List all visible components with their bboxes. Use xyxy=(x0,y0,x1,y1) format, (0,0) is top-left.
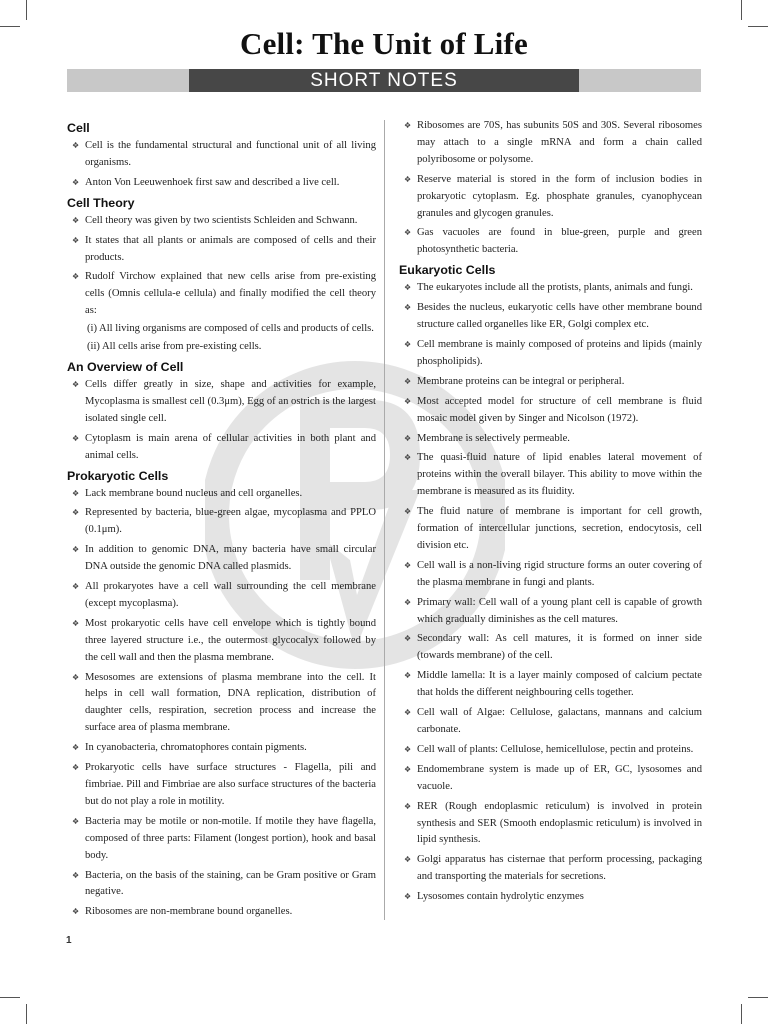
section-heading-overview: An Overview of Cell xyxy=(67,359,184,374)
list-item: ❖ Ribosomes are non-membrane bound organelles. xyxy=(67,904,376,921)
list-item: ❖ In addition to genomic DNA, many bacteria have small circular DNA outside the genomic DNA called plasmids. xyxy=(72,544,376,573)
diamond-bullet-icon: ❖ xyxy=(72,618,80,628)
prokaryotic-list xyxy=(67,486,376,922)
list-item: ❖ Endomembrane system is made up of ER, GC, lysosomes and vacuole. xyxy=(404,763,702,792)
diamond-bullet-icon: ❖ xyxy=(72,816,80,826)
list-item: ❖ Ribosomes are 70S, has subunits 50S and 30S. Several ribosomes may attach to a single mRNA and form a chain called polyribosome or polysome. xyxy=(404,120,702,165)
crop-mark xyxy=(741,1004,742,1024)
diamond-bullet-icon: ❖ xyxy=(404,560,412,570)
cell-theory-list xyxy=(67,213,376,356)
list-item: ❖ Bacteria, on the basis of the staining, can be Gram positive or Gram negative. xyxy=(72,869,376,898)
diamond-bullet-icon: ❖ xyxy=(404,228,412,238)
list-item: ❖ Most accepted model for structure of cell membrane is fluid mosaic model given by Singer and Nicolson (1972). xyxy=(404,395,702,424)
list-item: ❖ Cell is the fundamental structural and functional unit of all living organisms. xyxy=(72,140,376,168)
diamond-bullet-icon: ❖ xyxy=(72,907,80,917)
section-heading-cell-theory: Cell Theory xyxy=(67,195,135,210)
list-item: ❖ In cyanobacteria, chromatophores contain pigments. xyxy=(67,740,376,757)
diamond-bullet-icon: ❖ xyxy=(404,764,412,774)
diamond-bullet-icon: ❖ xyxy=(72,272,80,282)
eukaryotic-list xyxy=(399,280,702,906)
list-item: ❖ Cell theory was given by two scientists Schleiden and Schwann. xyxy=(67,213,376,230)
list-item: ❖ Membrane is selectively permeable. xyxy=(399,431,702,448)
diamond-bullet-icon: ❖ xyxy=(404,634,412,644)
diamond-bullet-icon: ❖ xyxy=(72,870,80,880)
diamond-bullet-icon: ❖ xyxy=(404,708,412,718)
diamond-bullet-icon: ❖ xyxy=(72,215,80,225)
list-item: ❖ Most prokaryotic cells have cell envelope which is tightly bound three layered structure i.e., the outermost glycocalyx followed by the cell wall and then the plasma membrane. xyxy=(72,617,376,663)
list-item: ❖ Besides the nucleus, eukaryotic cells have other membrane bound structure called organelles like ER, Golgi complex etc. xyxy=(404,302,702,331)
list-item: ❖ Golgi apparatus has cisternae that perform processing, packaging and transporting the materials for secretions. xyxy=(404,854,702,883)
list-item: ❖ Cells differ greatly in size, shape and activities for example, Mycoplasma is smallest cell (0.3μm), Egg of an ostrich is the largest isolated single cell. xyxy=(72,378,376,424)
list-item: ❖ Middle lamella: It is a layer mainly composed of calcium pectate that holds the different neighbouring cells together. xyxy=(404,670,702,699)
list-item: ❖ Primary wall: Cell wall of a young plant cell is capable of growth which gradually diminishes as the cell matures. xyxy=(404,596,702,625)
list-item: ❖ Reserve material is stored in the form of inclusion bodies in prokaryotic cytoplasm. Eg. phosphate granules, cyanophycean granules and glycogen granules. xyxy=(404,173,702,219)
sub-item: (i) All living organisms are composed of cells and products of cells. xyxy=(87,323,374,335)
list-item: ❖ The fluid nature of membrane is important for cell growth, formation of intercellular junctions, secretion, endocytosis, cell division etc. xyxy=(404,506,702,551)
diamond-bullet-icon: ❖ xyxy=(404,339,412,349)
diamond-bullet-icon: ❖ xyxy=(404,671,412,681)
list-item: ❖ Anton Von Leeuwenhoek first saw and described a live cell. xyxy=(67,175,376,192)
left-column xyxy=(67,118,376,924)
short-notes-banner xyxy=(67,69,701,92)
crop-mark xyxy=(0,997,20,998)
list-item: ❖ Cell wall is a non-living rigid structure forms an outer covering of the plasma membrane in fungi and plants. xyxy=(404,559,702,588)
diamond-bullet-icon: ❖ xyxy=(404,744,412,754)
diamond-bullet-icon: ❖ xyxy=(404,453,412,463)
list-item: ❖ Cytoplasm is main arena of cellular activities in both plant and animal cells. xyxy=(72,432,376,461)
list-item: ❖ It states that all plants or animals are composed of cells and their products. xyxy=(72,234,376,263)
list-item: ❖ Lack membrane bound nucleus and cell organelles. xyxy=(67,486,376,503)
diamond-bullet-icon: ❖ xyxy=(72,141,80,150)
diamond-bullet-icon: ❖ xyxy=(404,597,412,607)
list-item: ❖ Cell wall of Algae: Cellulose, galactans, mannans and calcium carbonate. xyxy=(404,707,702,735)
page-number: 1 xyxy=(66,935,72,946)
page-title: Cell: The Unit of Life xyxy=(240,26,528,61)
crop-mark xyxy=(748,997,768,998)
list-item: ❖ All prokaryotes have a cell wall surrounding the cell membrane (except mycoplasma). xyxy=(72,581,376,609)
list-item: ❖ Mesosomes are extensions of plasma membrane into the cell. It helps in cell wall formation, DNA replication, distribution of daughter cells, respiration, secretion process and increase the surface area of plasma membrane. xyxy=(72,671,376,734)
list-item: ❖ Cell wall of plants: Cellulose, hemicellulose, pectin and proteins. xyxy=(399,742,702,759)
diamond-bullet-icon: ❖ xyxy=(72,488,80,498)
list-item: ❖ The quasi-fluid nature of lipid enables lateral movement of proteins within the overall bilayer. This ability to move within the membrane is measured as its fluidity. xyxy=(404,452,702,498)
diamond-bullet-icon: ❖ xyxy=(72,235,80,245)
diamond-bullet-icon: ❖ xyxy=(72,672,80,682)
diamond-bullet-icon: ❖ xyxy=(72,177,80,187)
crop-mark xyxy=(26,0,27,20)
diamond-bullet-icon: ❖ xyxy=(72,433,80,443)
column-divider xyxy=(384,120,385,920)
diamond-bullet-icon: ❖ xyxy=(72,508,80,518)
diamond-bullet-icon: ❖ xyxy=(404,801,412,811)
diamond-bullet-icon: ❖ xyxy=(404,433,412,443)
diamond-bullet-icon: ❖ xyxy=(72,379,80,389)
crop-mark xyxy=(26,1004,27,1024)
diamond-bullet-icon: ❖ xyxy=(404,376,412,386)
diamond-bullet-icon: ❖ xyxy=(404,855,412,865)
overview-list xyxy=(67,377,376,465)
list-item: ❖ The eukaryotes include all the protists, plants, animals and fungi. xyxy=(399,280,702,297)
banner-label: SHORT NOTES xyxy=(310,70,458,91)
list-item: ❖ Prokaryotic cells have surface structures - Flagella, pili and fimbriae. Pill and Fimbriae are also surface structures of the bacteria but do not play a role in motility. xyxy=(72,762,376,807)
list-item: ❖ Bacteria may be motile or non-motile. If motile they have flagella, composed of three parts: Filament (longest portion), hook and basal body. xyxy=(72,815,376,861)
diamond-bullet-icon: ❖ xyxy=(404,892,412,902)
list-item: ❖ RER (Rough endoplasmic reticulum) is involved in protein synthesis and SER (Smooth endoplasmic reticulum) is involved in lipid synthesis. xyxy=(404,800,702,846)
diamond-bullet-icon: ❖ xyxy=(404,283,412,293)
list-item: ❖ Lysosomes contain hydrolytic enzymes xyxy=(399,889,702,906)
section-heading-eukaryotic: Eukaryotic Cells xyxy=(399,263,496,278)
section-heading-prokaryotic: Prokaryotic Cells xyxy=(67,468,169,483)
diamond-bullet-icon: ❖ xyxy=(72,743,80,753)
crop-mark xyxy=(741,0,742,20)
diamond-bullet-icon: ❖ xyxy=(404,303,412,313)
diamond-bullet-icon: ❖ xyxy=(404,174,412,184)
right-column xyxy=(399,118,702,909)
prokaryotic-continued-list xyxy=(399,118,702,259)
section-heading-cell: Cell xyxy=(67,121,90,135)
diamond-bullet-icon: ❖ xyxy=(404,121,412,130)
diamond-bullet-icon: ❖ xyxy=(72,545,80,555)
diamond-bullet-icon: ❖ xyxy=(72,763,80,773)
list-item: ❖ Represented by bacteria, blue-green algae, mycoplasma and PPLO (0.1μm). xyxy=(72,507,376,536)
diamond-bullet-icon: ❖ xyxy=(404,507,412,517)
list-item: ❖ Cell membrane is mainly composed of proteins and lipids (mainly phospholipids). xyxy=(404,338,702,367)
list-item: ❖ Gas vacuoles are found in blue-green, purple and green photosynthetic bacteria. xyxy=(404,227,702,256)
sub-item: (ii) All cells arise from pre-existing cells. xyxy=(87,341,262,353)
list-item: ❖ Membrane proteins can be integral or peripheral. xyxy=(399,374,702,391)
list-item: ❖ Secondary wall: As cell matures, it is formed on inner side (towards membrane) of the cell. xyxy=(404,633,702,662)
list-item: ❖ Rudolf Virchow explained that new cells arise from pre-existing cells (Omnis cellula-e cellula) and finally modified the cell theory as: (i) All living organisms are composed of cells and products of cells. (ii) All cells arise from pre-existing cells. xyxy=(67,269,376,356)
diamond-bullet-icon: ❖ xyxy=(404,396,412,406)
cell-list xyxy=(67,138,376,192)
diamond-bullet-icon: ❖ xyxy=(72,582,80,592)
